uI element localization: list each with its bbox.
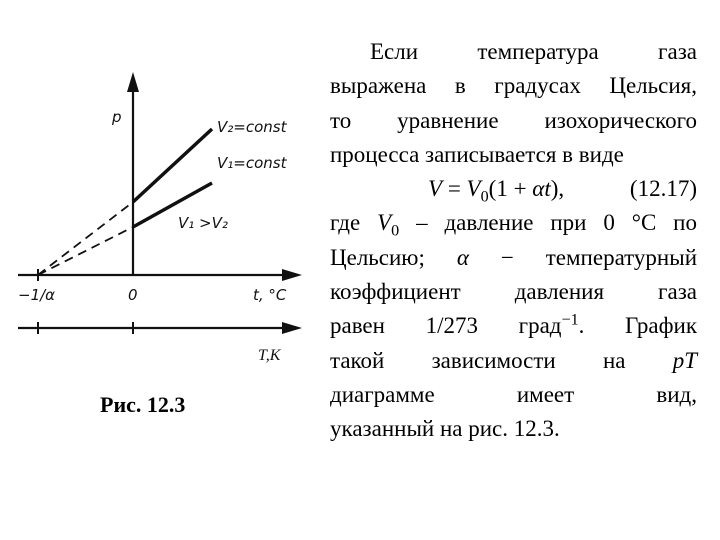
T-axis-label: T,K: [258, 347, 281, 364]
text-line-4: процесса записывается в виде: [330, 141, 624, 167]
y-axis-arrow: [127, 72, 139, 92]
t-axis-arrow: [282, 269, 302, 281]
equation-number: (12.17): [629, 176, 697, 202]
text-line-6: где $V_0$ – давление при 0 °С по: [330, 210, 697, 241]
text-line-8: коэффициент давления газа: [330, 279, 697, 305]
text-line-2: выражена в градусах Цельсия,: [330, 73, 697, 99]
text-line-11: диаграмме имеет вид,: [330, 381, 697, 407]
figure-12-3: [0, 0, 330, 390]
label-v2-const: V₂=const: [217, 118, 287, 136]
figure-caption: Рис. 12.3: [100, 392, 186, 417]
y-axis-label: p: [112, 108, 122, 126]
equation: $V = V_0(1 + \alpha t)$,: [428, 176, 565, 206]
text-line-3: то уравнение изохорического: [330, 107, 697, 133]
label-v1-const: V₁=const: [217, 154, 287, 172]
t-axis-label: t, °C: [253, 286, 287, 304]
T-axis-arrow: [282, 322, 302, 334]
equation-line: [330, 172, 697, 206]
text-line-7: Цельсию; α − температурный: [330, 244, 697, 270]
text-line-9: равен 1/273 град$^{-1}$. График: [330, 311, 697, 339]
text-line-1: Если температура газа: [370, 39, 697, 64]
body-text: [330, 35, 697, 447]
label-inequality: V₁ >V₂: [178, 214, 228, 232]
intercept-label: −1/α: [18, 286, 56, 304]
extrapolation-v2: [38, 202, 133, 275]
text-line-12: указанный на рис. 12.3.: [330, 416, 560, 442]
text-line-10: такой зависимости на pT: [330, 347, 697, 373]
origin-label: 0: [128, 286, 138, 304]
extrapolation-v1: [38, 227, 133, 275]
